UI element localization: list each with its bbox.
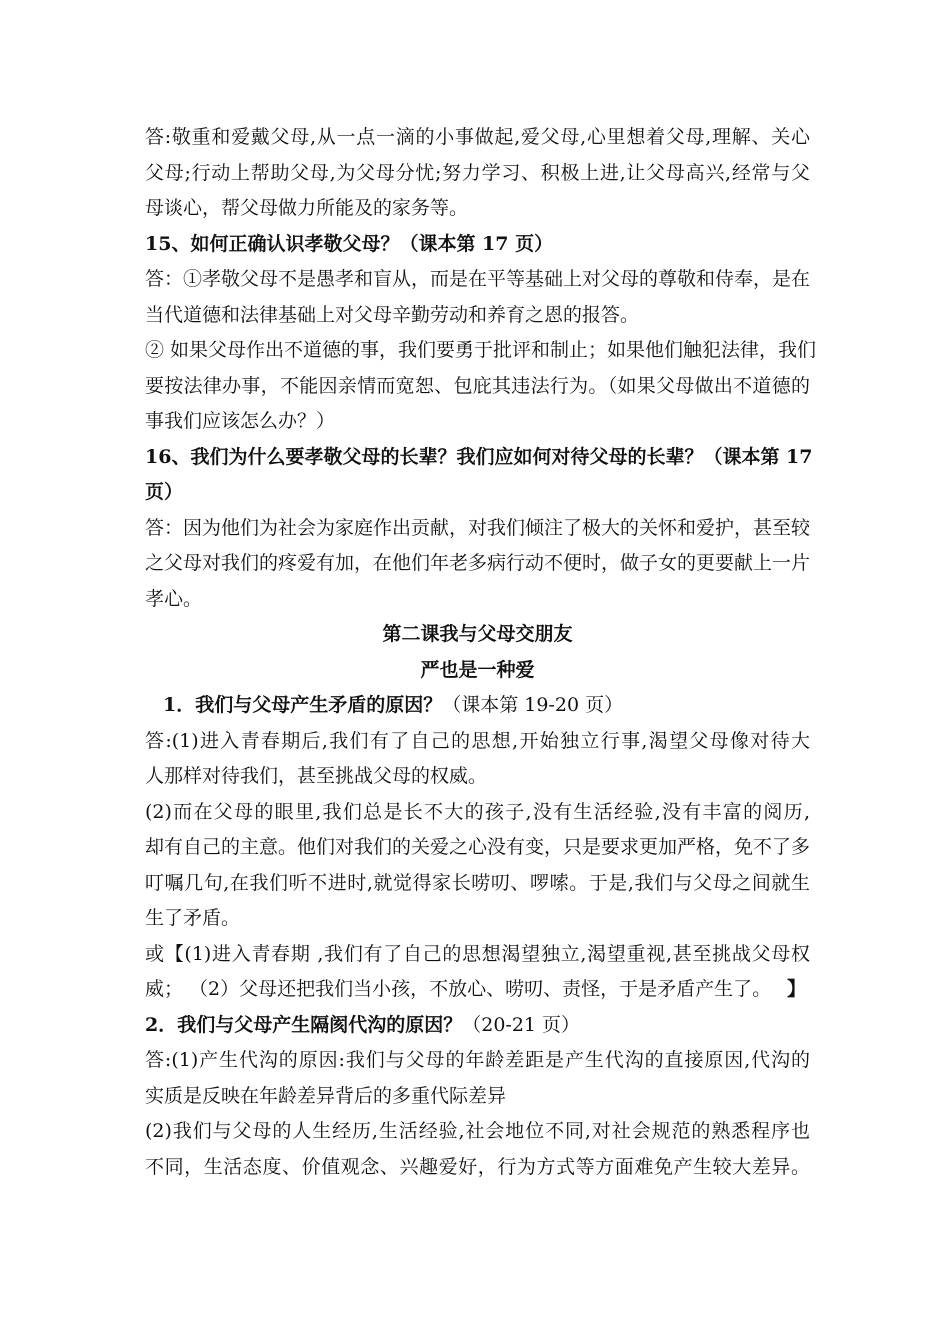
answer-line: 事我们应该怎么办？）	[145, 410, 336, 432]
answer-line: 母谈心，帮父母做力所能及的家务等。	[145, 197, 469, 219]
question-2-title-bold: 2．我们与父母产生隔阂代沟的原因？	[145, 1013, 463, 1036]
question-16-title: 16、我们为什么要孝敬父母的长辈？我们应如何对待父母的长辈？（课本第 17	[145, 445, 813, 468]
answer-line: 答：因为他们为社会为家庭作出贡献，对我们倾注了极大的关怀和爱护，甚至较	[145, 516, 811, 539]
answer-line: (2)我们与父母的人生经历,生活经验,社会地位不同,对社会规范的熟悉程序也	[145, 1120, 810, 1142]
answer-line: 不同，生活态度、价值观念、兴趣爱好，行为方式等方面难免产生较大差异。	[145, 1155, 810, 1178]
answer-line: 生了矛盾。	[145, 907, 241, 929]
answer-line: 或【(1)进入青春期 ,我们有了自己的思想渴望独立,渴望重视,甚至挑战父母权	[145, 942, 810, 965]
answer-line: 却有自己的主意。他们对我们的关爱之心没有变，只是要求更加严格，免不了多	[145, 836, 811, 858]
answer-line: 叮嘱几句,在我们听不进时,就觉得家长唠叨、啰嗦。于是,我们与父母之间就生	[145, 871, 810, 894]
question-2-title	[145, 1008, 810, 1044]
answer-line: 当代道德和法律基础上对父母辛勤劳动和养育之恩的报答。	[145, 303, 640, 326]
answer-line: 答:(1)产生代沟的原因:我们与父母的年龄差距是产生代沟的直接原因,代沟的	[145, 1049, 810, 1071]
answer-line: ② 如果父母作出不道德的事，我们要勇于批评和制止；如果他们触犯法律，我们	[145, 339, 817, 361]
question-16-title-cont: 页）	[145, 481, 184, 503]
closing-bracket: 】	[786, 978, 806, 1000]
question-15-title: 15、如何正确认识孝敬父母？（课本第 17 页）	[145, 232, 554, 255]
lesson-subtitle: 严也是一种爱	[420, 658, 535, 681]
answer-line: 要按法律办事，不能因亲情而宽恕、包庇其违法行为。（如果父母做出不道德的	[145, 374, 810, 397]
question-1-title	[145, 688, 810, 724]
answer-line: 答:(1)进入青春期后,我们有了自己的思想,开始独立行事,渴望父母像对待大	[145, 729, 810, 752]
answer-line: 答：①孝敬父母不是愚孝和盲从，而是在平等基础上对父母的尊敬和侍奉，是在	[145, 268, 811, 290]
document-page	[145, 120, 817, 1185]
answer-line-last	[145, 972, 810, 1008]
answer-line: 人那样对待我们，甚至挑战父母的权威。	[145, 765, 488, 787]
answer-line: 实质是反映在年龄差异背后的多重代际差异	[145, 1084, 507, 1107]
answer-line: 之父母对我们的疼爱有加，在他们年老多病行动不便时，做子女的更要献上一片	[145, 552, 811, 574]
answer-line: 答:敬重和爱戴父母,从一点一滴的小事做起,爱父母,心里想着父母,理解、关心	[145, 126, 810, 148]
answer-line: 孝心。	[145, 587, 203, 610]
question-1-page-ref: （课本第 19-20 页）	[442, 694, 624, 716]
answer-line: 父母;行动上帮助父母,为父母分忧;努力学习、积极上进,让父母高兴,经常与父	[145, 161, 810, 184]
lesson-title: 第二课我与父母交朋友	[382, 623, 573, 645]
answer-line: (2)而在父母的眼里,我们总是长不大的孩子,没有生活经验,没有丰富的阅历,	[145, 800, 810, 823]
answer-line-text: 威； （2）父母还把我们当小孩，不放心、唠叨、责怪，于是矛盾产生了。	[145, 978, 772, 1000]
question-2-page-ref: （20-21 页）	[462, 1013, 581, 1036]
question-1-title-bold: 1．我们与父母产生矛盾的原因？	[163, 694, 443, 716]
